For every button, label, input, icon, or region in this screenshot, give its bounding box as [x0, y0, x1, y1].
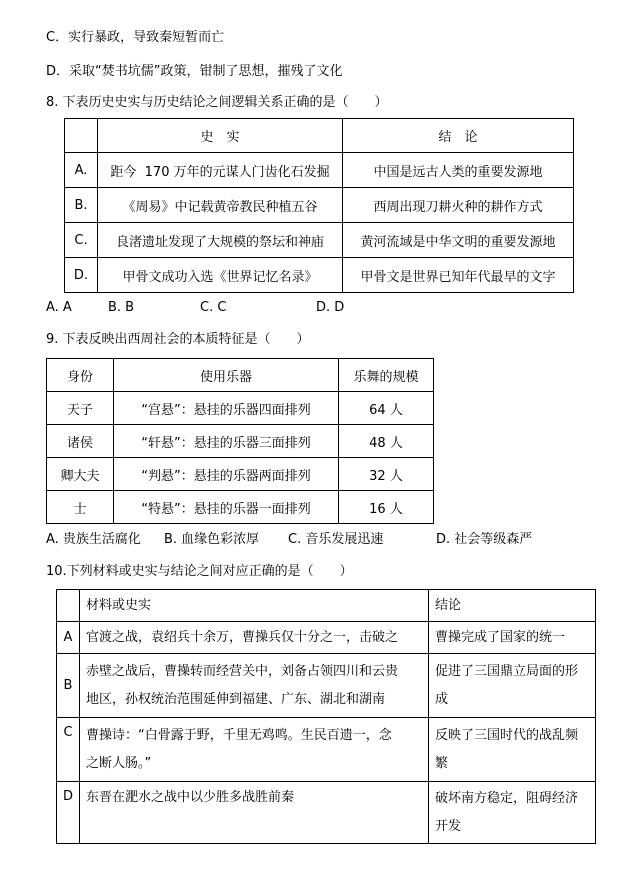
q8-option-d: D. D: [316, 300, 345, 315]
q10-header-material: 材料或史实: [80, 590, 429, 622]
row-scale: 64 人: [339, 392, 434, 425]
row-fact: 距今 170 万年的元谋人门齿化石发掘: [98, 153, 343, 188]
row-instrument: “宫悬”：悬挂的乐器四面排列: [114, 392, 339, 425]
q9-header-identity: 身份: [47, 359, 114, 392]
row-identity: 士: [47, 491, 114, 524]
row-conclusion: 反映了三国时代的战乱频 繁: [429, 718, 596, 782]
row-material: 东晋在淝水之战中以少胜多战胜前秦: [80, 782, 429, 844]
row-label: B: [57, 654, 80, 718]
row-instrument: “轩悬”：悬挂的乐器三面排列: [114, 425, 339, 458]
table-row: [65, 188, 574, 223]
row-identity: 天子: [47, 392, 114, 425]
table-row: [47, 491, 434, 524]
q7-option-d: D．采取“焚书坑儒”政策，钳制了思想，摧残了文化: [46, 64, 343, 79]
table-row: [47, 392, 434, 425]
q10-header-label: [57, 590, 80, 622]
q8-option-a: A. A: [46, 300, 72, 315]
q8-header-fact: 史 实: [98, 119, 343, 153]
row-label: A: [57, 622, 80, 654]
q9-option-a: A. 贵族生活腐化: [46, 532, 141, 547]
row-label: D.: [65, 258, 98, 293]
q10-stem: 10.下列材料或史实与结论之间对应正确的是（ ）: [46, 564, 353, 579]
q9-option-c: C. 音乐发展迅速: [288, 532, 384, 547]
q8-option-b: B. B: [108, 300, 135, 315]
row-material: 曹操诗：“白骨露于野，千里无鸡鸣。生民百遗一，念 之断人肠。”: [80, 718, 429, 782]
row-conclusion: 西周出现刀耕火种的耕作方式: [343, 188, 574, 223]
q8-stem: 8. 下表历史史实与历史结论之间逻辑关系正确的是（ ）: [46, 95, 388, 110]
q9-header-instrument: 使用乐器: [114, 359, 339, 392]
q7-option-c: C．实行暴政，导致秦短暂而亡: [46, 30, 225, 45]
row-fact: 甲骨文成功入选《世界记忆名录》: [98, 258, 343, 293]
q10-header-conclusion: 结论: [429, 590, 596, 622]
q9-table: [46, 358, 434, 524]
q8-option-c: C. C: [200, 300, 227, 315]
table-row: [65, 223, 574, 258]
row-label: D: [57, 782, 80, 844]
q8-options: [46, 299, 446, 317]
row-label: B.: [65, 188, 98, 223]
table-row: [65, 258, 574, 293]
row-label: A.: [65, 153, 98, 188]
table-row: [57, 654, 596, 718]
row-identity: 诸侯: [47, 425, 114, 458]
table-row: [47, 425, 434, 458]
q8-header-conclusion: 结 论: [343, 119, 574, 153]
row-label: C.: [65, 223, 98, 258]
row-conclusion: 促进了三国鼎立局面的形 成: [429, 654, 596, 718]
row-scale: 32 人: [339, 458, 434, 491]
table-row: [57, 622, 596, 654]
row-fact: 良渚遗址发现了大规模的祭坛和神庙: [98, 223, 343, 258]
row-material: 官渡之战，袁绍兵十余万，曹操兵仅十分之一，击破之: [80, 622, 429, 654]
row-conclusion: 中国是远古人类的重要发源地: [343, 153, 574, 188]
q9-stem: 9. 下表反映出西周社会的本质特征是（ ）: [46, 332, 310, 347]
row-scale: 48 人: [339, 425, 434, 458]
row-conclusion: 黄河流域是中华文明的重要发源地: [343, 223, 574, 258]
q9-option-b: B. 血缘色彩浓厚: [164, 532, 260, 547]
row-conclusion: 破坏南方稳定，阻碍经济 开发: [429, 782, 596, 844]
row-fact: 《周易》中记载黄帝教民种植五谷: [98, 188, 343, 223]
q9-options: [46, 531, 566, 549]
row-conclusion: 甲骨文是世界已知年代最早的文字: [343, 258, 574, 293]
table-row: [47, 458, 434, 491]
q8-table: [64, 118, 574, 293]
q10-table: [56, 589, 596, 844]
row-instrument: “判悬”：悬挂的乐器两面排列: [114, 458, 339, 491]
q9-header-scale: 乐舞的规模: [339, 359, 434, 392]
table-row: [65, 153, 574, 188]
table-row: [57, 782, 596, 844]
row-instrument: “特悬”：悬挂的乐器一面排列: [114, 491, 339, 524]
row-conclusion: 曹操完成了国家的统一: [429, 622, 596, 654]
row-material: 赤壁之战后，曹操转而经营关中，刘备占领四川和云贵 地区，孙权统治范围延伸到福建、广东、湖北和湖南: [80, 654, 429, 718]
row-label: C: [57, 718, 80, 782]
table-row: [57, 718, 596, 782]
q9-option-d: D. 社会等级森严: [436, 532, 533, 547]
row-identity: 卿大夫: [47, 458, 114, 491]
row-scale: 16 人: [339, 491, 434, 524]
